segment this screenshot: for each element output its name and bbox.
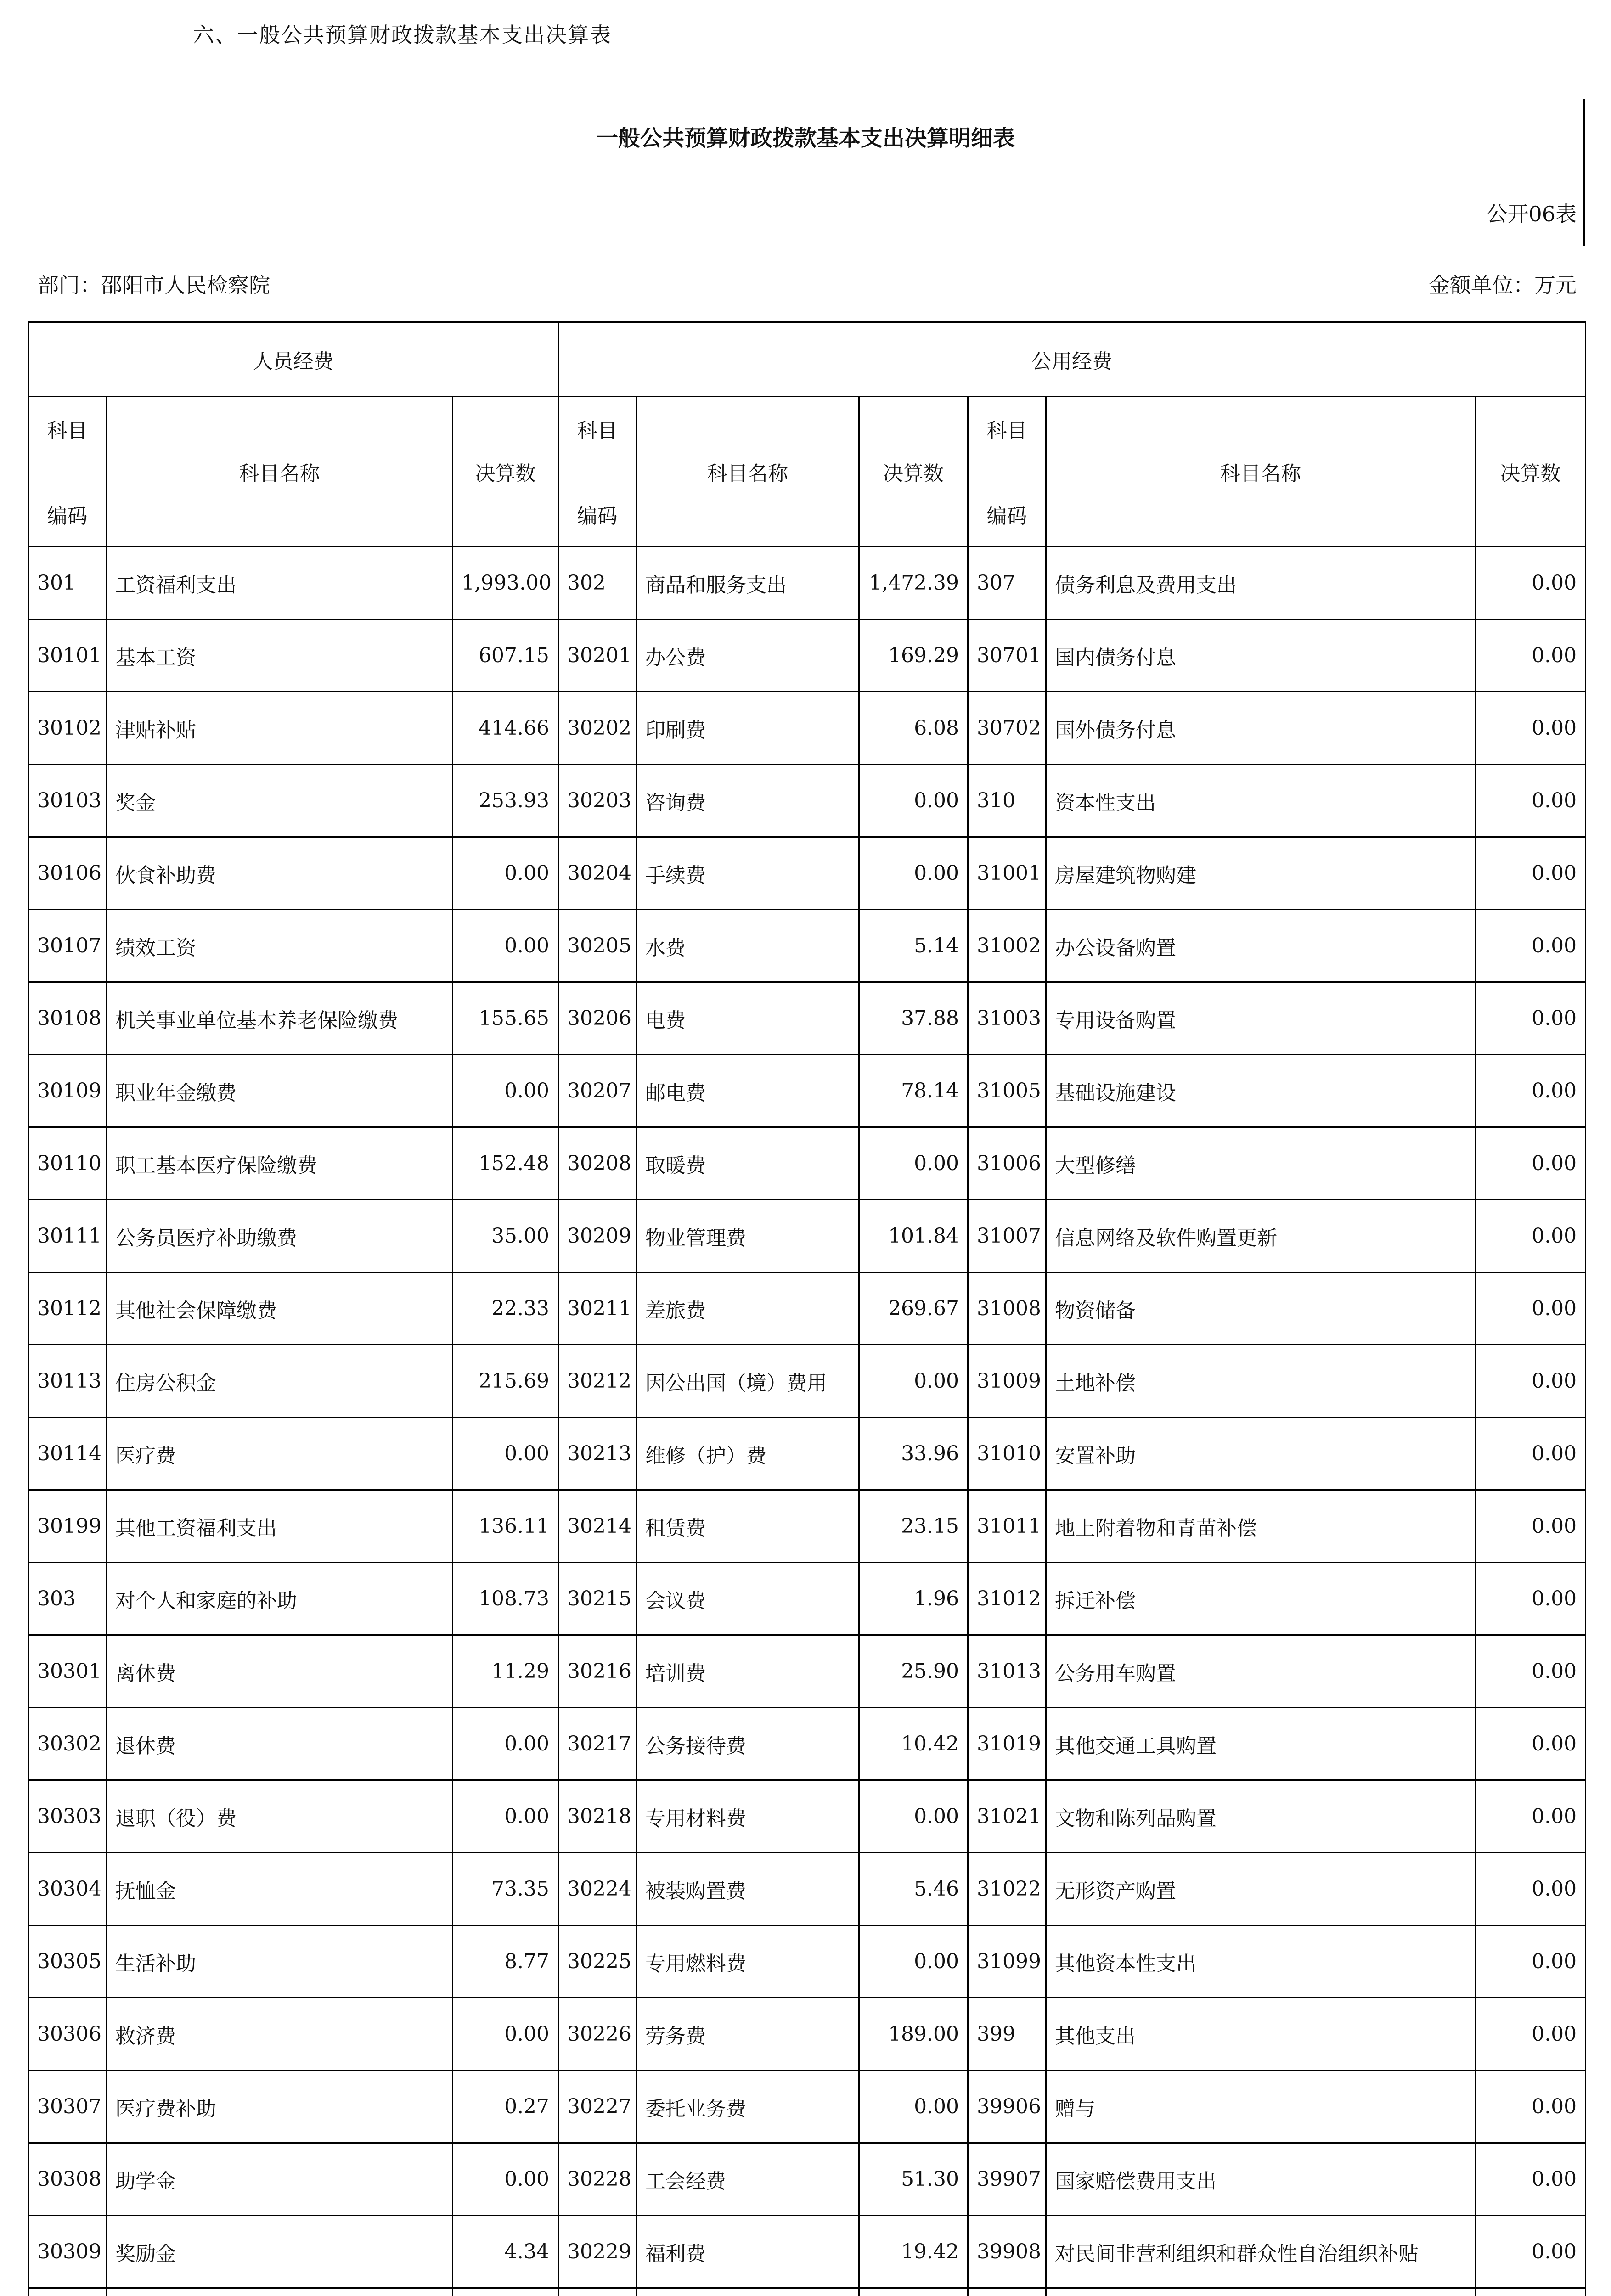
cell-code: 30103 <box>28 765 107 837</box>
cell-code: 30208 <box>558 1127 637 1200</box>
cell-name: 维修（护）费 <box>637 1418 859 1490</box>
cell-amount: 0.00 <box>1476 1563 1586 1635</box>
cell-amount: 23.15 <box>859 1490 968 1563</box>
cell-amount: 253.93 <box>453 765 558 837</box>
header-name: 科目名称 <box>1046 397 1476 547</box>
cell-name: 大型修缮 <box>1046 1127 1476 1200</box>
cell-amount: 136.11 <box>453 1490 558 1563</box>
cell-name: 救济费 <box>107 1998 453 2071</box>
cell-code: 31003 <box>968 982 1046 1055</box>
cell-amount: 0.00 <box>1476 1055 1586 1127</box>
cell-amount: 0.00 <box>453 1998 558 2071</box>
cell-name: 物资储备 <box>1046 1272 1476 1345</box>
cell-amount: 0.00 <box>453 1055 558 1127</box>
cell-code: 30212 <box>558 1345 637 1418</box>
cell-amount: 607.15 <box>453 619 558 692</box>
cell-code: 31019 <box>968 1708 1046 1780</box>
cell-name: 因公出国（境）费用 <box>637 1345 859 1418</box>
cell-name: 信息网络及软件购置更新 <box>1046 1200 1476 1272</box>
cell-name: 办公费 <box>637 619 859 692</box>
cell-name: 委托业务费 <box>637 2071 859 2143</box>
cell-name: 差旅费 <box>637 1272 859 1345</box>
cell-code: 30224 <box>558 1853 637 1925</box>
cell-code: 307 <box>968 547 1046 619</box>
header-amount: 决算数 <box>859 397 968 547</box>
cell-amount: 0.00 <box>859 2071 968 2143</box>
cell-code: 30218 <box>558 1780 637 1853</box>
cell-code: 30110 <box>28 1127 107 1200</box>
cell-name: 办公设备购置 <box>1046 910 1476 982</box>
cell-name: 会议费 <box>637 1563 859 1635</box>
cell-amount: 0.00 <box>859 1925 968 1998</box>
cell-code: 30301 <box>28 1635 107 1708</box>
table-row <box>28 910 1586 982</box>
header-amount: 决算数 <box>1476 397 1586 547</box>
cell-code: 31008 <box>968 1272 1046 1345</box>
cell-amount: 11.29 <box>453 1635 558 1708</box>
cell-code <box>558 2288 637 2296</box>
cell-code: 31005 <box>968 1055 1046 1127</box>
cell-code: 30308 <box>28 2143 107 2216</box>
cell-code: 30106 <box>28 837 107 910</box>
cell-amount <box>1476 2288 1586 2296</box>
cell-amount: 414.66 <box>453 692 558 765</box>
cell-amount: 108.73 <box>453 1563 558 1635</box>
cell-code: 30211 <box>558 1272 637 1345</box>
form-number: 公开06表 <box>1486 202 1577 226</box>
cell-name: 基础设施建设 <box>1046 1055 1476 1127</box>
cell-amount: 0.00 <box>859 837 968 910</box>
cell-code: 30214 <box>558 1490 637 1563</box>
cell-code: 303 <box>28 1563 107 1635</box>
cell-name: 住房公积金 <box>107 1345 453 1418</box>
cell-amount: 169.29 <box>859 619 968 692</box>
cell-code: 30306 <box>28 1998 107 2071</box>
cell-amount: 0.00 <box>453 2143 558 2216</box>
table-row <box>28 1127 1586 1200</box>
cell-code: 39906 <box>968 2071 1046 2143</box>
cell-name: 无形资产购置 <box>1046 1853 1476 1925</box>
cell-name: 租赁费 <box>637 1490 859 1563</box>
cell-name: 公务用车购置 <box>1046 1635 1476 1708</box>
cell-name: 职业年金缴费 <box>107 1055 453 1127</box>
cell-code: 310 <box>968 765 1046 837</box>
cell-name: 其他支出 <box>1046 1998 1476 2071</box>
cell-name: 抚恤金 <box>107 1853 453 1925</box>
cell-amount: 0.00 <box>1476 692 1586 765</box>
cell-amount: 19.42 <box>859 2216 968 2288</box>
cell-name: 国内债务付息 <box>1046 619 1476 692</box>
cell-code: 30309 <box>28 2216 107 2288</box>
header-code: 科目 编码 <box>968 397 1046 547</box>
cell-code: 31001 <box>968 837 1046 910</box>
cell-name: 对个人和家庭的补助 <box>107 1563 453 1635</box>
table-row <box>28 1925 1586 1998</box>
table-row <box>28 619 1586 692</box>
cell-name: 咨询费 <box>637 765 859 837</box>
cell-amount: 189.00 <box>859 1998 968 2071</box>
cell-name: 国外债务付息 <box>1046 692 1476 765</box>
table-row <box>28 547 1586 619</box>
table-row <box>28 837 1586 910</box>
cell-name: 手续费 <box>637 837 859 910</box>
cell-name <box>107 2288 453 2296</box>
table-row <box>28 765 1586 837</box>
cell-code: 31010 <box>968 1418 1046 1490</box>
cell-code: 30206 <box>558 982 637 1055</box>
cell-name: 助学金 <box>107 2143 453 2216</box>
table-row <box>28 1635 1586 1708</box>
table-row <box>28 2288 1586 2296</box>
cell-name: 福利费 <box>637 2216 859 2288</box>
header-name: 科目名称 <box>637 397 859 547</box>
cell-amount: 1,472.39 <box>859 547 968 619</box>
cell-name: 其他工资福利支出 <box>107 1490 453 1563</box>
cell-code: 30209 <box>558 1200 637 1272</box>
cell-name: 赠与 <box>1046 2071 1476 2143</box>
table-row <box>28 1200 1586 1272</box>
cell-name: 退职（役）费 <box>107 1780 453 1853</box>
table-row <box>28 2143 1586 2216</box>
cell-amount: 0.00 <box>1476 619 1586 692</box>
cell-amount: 73.35 <box>453 1853 558 1925</box>
cell-amount: 6.08 <box>859 692 968 765</box>
cell-amount: 101.84 <box>859 1200 968 1272</box>
cell-amount: 1,993.00 <box>453 547 558 619</box>
cell-code: 30303 <box>28 1780 107 1853</box>
cell-code: 30302 <box>28 1708 107 1780</box>
table-row <box>28 1345 1586 1418</box>
cell-name: 取暖费 <box>637 1127 859 1200</box>
cell-amount: 0.00 <box>1476 1490 1586 1563</box>
cell-code: 30102 <box>28 692 107 765</box>
cell-code: 30225 <box>558 1925 637 1998</box>
cell-amount <box>859 2288 968 2296</box>
cell-amount: 0.00 <box>1476 1200 1586 1272</box>
cell-code: 31021 <box>968 1780 1046 1853</box>
cell-code: 31006 <box>968 1127 1046 1200</box>
cell-code <box>968 2288 1046 2296</box>
cell-name: 机关事业单位基本养老保险缴费 <box>107 982 453 1055</box>
cell-name: 电费 <box>637 982 859 1055</box>
cell-code: 31012 <box>968 1563 1046 1635</box>
expenditure-table <box>28 321 1586 2296</box>
cell-code: 30215 <box>558 1563 637 1635</box>
section-personnel: 人员经费 <box>28 322 558 397</box>
cell-amount: 33.96 <box>859 1418 968 1490</box>
cell-code: 31009 <box>968 1345 1046 1418</box>
cell-name: 安置补助 <box>1046 1418 1476 1490</box>
cell-name: 债务利息及费用支出 <box>1046 547 1476 619</box>
cell-name: 印刷费 <box>637 692 859 765</box>
table-row <box>28 1490 1586 1563</box>
cell-amount: 152.48 <box>453 1127 558 1200</box>
table-row <box>28 1998 1586 2071</box>
cell-code: 31007 <box>968 1200 1046 1272</box>
department-label: 部门：邵阳市人民检察院 <box>38 273 270 298</box>
cell-name: 房屋建筑物购建 <box>1046 837 1476 910</box>
cell-name: 资本性支出 <box>1046 765 1476 837</box>
cell-amount: 5.14 <box>859 910 968 982</box>
cell-code: 399 <box>968 1998 1046 2071</box>
cell-code: 31013 <box>968 1635 1046 1708</box>
cell-amount <box>453 2288 558 2296</box>
cell-code: 31002 <box>968 910 1046 982</box>
cell-amount: 215.69 <box>453 1345 558 1418</box>
cell-amount: 1.96 <box>859 1563 968 1635</box>
cell-code: 302 <box>558 547 637 619</box>
cell-code: 301 <box>28 547 107 619</box>
cell-amount: 0.00 <box>1476 2216 1586 2288</box>
cell-amount: 0.00 <box>1476 1780 1586 1853</box>
cell-name: 公务接待费 <box>637 1708 859 1780</box>
cell-name: 专用设备购置 <box>1046 982 1476 1055</box>
cell-name: 国家赔偿费用支出 <box>1046 2143 1476 2216</box>
header-name: 科目名称 <box>107 397 453 547</box>
cell-amount: 10.42 <box>859 1708 968 1780</box>
table-row <box>28 1418 1586 1490</box>
table-row <box>28 1853 1586 1925</box>
cell-name: 工会经费 <box>637 2143 859 2216</box>
cell-name: 津贴补贴 <box>107 692 453 765</box>
cell-code: 30228 <box>558 2143 637 2216</box>
cell-name: 基本工资 <box>107 619 453 692</box>
cell-code: 30227 <box>558 2071 637 2143</box>
cell-amount: 0.00 <box>1476 837 1586 910</box>
table-row <box>28 1780 1586 1853</box>
cell-name: 退休费 <box>107 1708 453 1780</box>
cell-code: 30229 <box>558 2216 637 2288</box>
cell-code: 30226 <box>558 1998 637 2071</box>
cell-amount: 155.65 <box>453 982 558 1055</box>
cell-code: 30203 <box>558 765 637 837</box>
cell-amount: 37.88 <box>859 982 968 1055</box>
cell-amount: 0.00 <box>1476 910 1586 982</box>
cell-amount: 0.00 <box>1476 1127 1586 1200</box>
cell-name: 被装购置费 <box>637 1853 859 1925</box>
cell-name: 拆迁补偿 <box>1046 1563 1476 1635</box>
cell-name: 奖金 <box>107 765 453 837</box>
table-row <box>28 692 1586 765</box>
cell-name: 专用材料费 <box>637 1780 859 1853</box>
cell-amount: 0.00 <box>1476 2143 1586 2216</box>
cell-name: 生活补助 <box>107 1925 453 1998</box>
cell-amount: 35.00 <box>453 1200 558 1272</box>
cell-code: 30114 <box>28 1418 107 1490</box>
header-amount: 决算数 <box>453 397 558 547</box>
cell-code: 30205 <box>558 910 637 982</box>
cell-amount: 25.90 <box>859 1635 968 1708</box>
cell-code: 30701 <box>968 619 1046 692</box>
cell-amount: 0.00 <box>1476 1272 1586 1345</box>
table-row <box>28 1563 1586 1635</box>
cell-code: 30201 <box>558 619 637 692</box>
header-code: 科目 编码 <box>558 397 637 547</box>
cell-amount: 269.67 <box>859 1272 968 1345</box>
cell-name: 劳务费 <box>637 1998 859 2071</box>
cell-name: 培训费 <box>637 1635 859 1708</box>
cell-name: 医疗费 <box>107 1418 453 1490</box>
cell-name: 邮电费 <box>637 1055 859 1127</box>
unit-label: 金额单位：万元 <box>1429 273 1577 298</box>
cell-name: 绩效工资 <box>107 910 453 982</box>
cell-code: 30107 <box>28 910 107 982</box>
cell-name <box>1046 2288 1476 2296</box>
cell-code: 31011 <box>968 1490 1046 1563</box>
cell-code: 30112 <box>28 1272 107 1345</box>
cell-amount: 0.00 <box>1476 1345 1586 1418</box>
cell-amount: 0.00 <box>859 1780 968 1853</box>
table-row <box>28 1055 1586 1127</box>
cell-amount: 0.00 <box>453 1708 558 1780</box>
cell-amount: 0.00 <box>1476 1418 1586 1490</box>
cell-code: 30216 <box>558 1635 637 1708</box>
cell-amount: 51.30 <box>859 2143 968 2216</box>
cell-name: 专用燃料费 <box>637 1925 859 1998</box>
cell-amount: 0.00 <box>1476 1925 1586 1998</box>
cell-amount: 0.00 <box>453 910 558 982</box>
cell-code: 31022 <box>968 1853 1046 1925</box>
cell-name: 地上附着物和青苗补偿 <box>1046 1490 1476 1563</box>
cell-amount: 78.14 <box>859 1055 968 1127</box>
cell-amount: 0.00 <box>1476 547 1586 619</box>
cell-amount: 0.00 <box>453 837 558 910</box>
cell-code: 30109 <box>28 1055 107 1127</box>
table-title: 一般公共预算财政拨款基本支出决算明细表 <box>596 125 1015 151</box>
cell-code: 30108 <box>28 982 107 1055</box>
cell-amount: 0.00 <box>1476 1853 1586 1925</box>
table-row <box>28 982 1586 1055</box>
cell-code <box>28 2288 107 2296</box>
cell-amount: 0.00 <box>1476 765 1586 837</box>
cell-code: 30207 <box>558 1055 637 1127</box>
cell-name: 水费 <box>637 910 859 982</box>
cell-amount: 0.00 <box>859 765 968 837</box>
cell-name: 工资福利支出 <box>107 547 453 619</box>
cell-name: 医疗费补助 <box>107 2071 453 2143</box>
cell-code: 31099 <box>968 1925 1046 1998</box>
cell-name: 奖励金 <box>107 2216 453 2288</box>
cell-amount: 0.27 <box>453 2071 558 2143</box>
cell-amount: 8.77 <box>453 1925 558 1998</box>
cell-amount: 0.00 <box>1476 1708 1586 1780</box>
cell-name: 物业管理费 <box>637 1200 859 1272</box>
cell-name <box>637 2288 859 2296</box>
cell-code: 30111 <box>28 1200 107 1272</box>
table-row <box>28 2216 1586 2288</box>
cell-name: 商品和服务支出 <box>637 547 859 619</box>
cell-amount: 0.00 <box>1476 2071 1586 2143</box>
cell-amount: 5.46 <box>859 1853 968 1925</box>
cell-name: 职工基本医疗保险缴费 <box>107 1127 453 1200</box>
cell-amount: 0.00 <box>1476 1635 1586 1708</box>
table-row <box>28 1272 1586 1345</box>
cell-code: 30213 <box>558 1418 637 1490</box>
cell-amount: 22.33 <box>453 1272 558 1345</box>
cell-name: 土地补偿 <box>1046 1345 1476 1418</box>
cell-code: 30305 <box>28 1925 107 1998</box>
cell-name: 其他资本性支出 <box>1046 1925 1476 1998</box>
cell-amount: 0.00 <box>453 1418 558 1490</box>
table-row <box>28 2071 1586 2143</box>
page-heading: 六、一般公共预算财政拨款基本支出决算表 <box>193 23 612 47</box>
cell-code: 30304 <box>28 1853 107 1925</box>
cell-name: 对民间非营利组织和群众性自治组织补贴 <box>1046 2216 1476 2288</box>
section-header-row <box>28 322 1586 397</box>
cell-code: 39907 <box>968 2143 1046 2216</box>
cell-name: 文物和陈列品购置 <box>1046 1780 1476 1853</box>
cell-code: 30202 <box>558 692 637 765</box>
cell-code: 30101 <box>28 619 107 692</box>
cell-amount: 4.34 <box>453 2216 558 2288</box>
cell-name: 伙食补助费 <box>107 837 453 910</box>
cell-name: 其他社会保障缴费 <box>107 1272 453 1345</box>
table-row <box>28 1708 1586 1780</box>
cell-name: 离休费 <box>107 1635 453 1708</box>
cell-code: 30217 <box>558 1708 637 1780</box>
header-code: 科目 编码 <box>28 397 107 547</box>
cell-amount: 0.00 <box>859 1345 968 1418</box>
column-header-row <box>28 397 1586 547</box>
cell-amount: 0.00 <box>859 1127 968 1200</box>
cell-amount: 0.00 <box>1476 1998 1586 2071</box>
cell-name: 其他交通工具购置 <box>1046 1708 1476 1780</box>
section-public: 公用经费 <box>558 322 1586 397</box>
cell-amount: 0.00 <box>1476 982 1586 1055</box>
cell-code: 30199 <box>28 1490 107 1563</box>
cell-code: 30113 <box>28 1345 107 1418</box>
cell-code: 30307 <box>28 2071 107 2143</box>
cell-code: 30204 <box>558 837 637 910</box>
cell-amount: 0.00 <box>453 1780 558 1853</box>
cell-name: 公务员医疗补助缴费 <box>107 1200 453 1272</box>
cell-code: 30702 <box>968 692 1046 765</box>
cell-code: 39908 <box>968 2216 1046 2288</box>
